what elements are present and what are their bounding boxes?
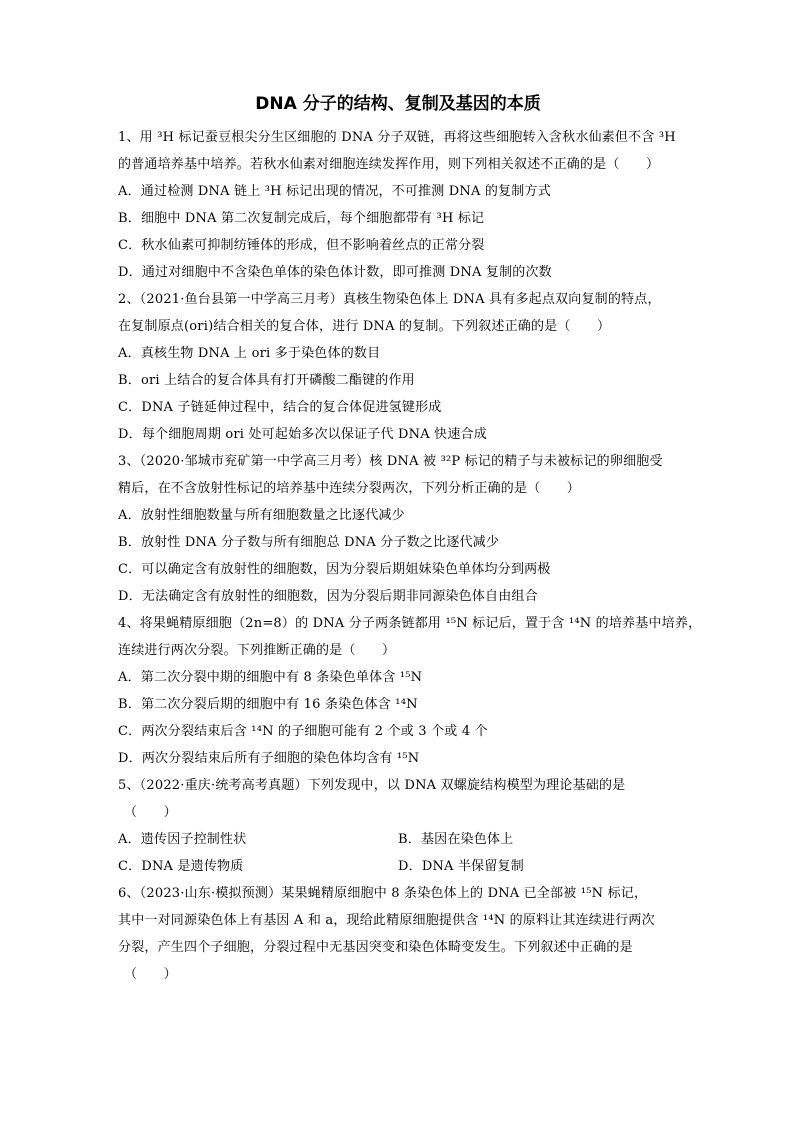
option-d: D．DNA 半保留复制	[398, 859, 524, 874]
question-5	[118, 772, 678, 880]
option-c: C．可以确定含有放射性的细胞数，因为分裂后期姐妹染色单体均分到两极	[118, 562, 551, 577]
question-stem-line: 的普通培养基中培养。若秋水仙素对细胞连续发挥作用，则下列相关叙述不正确的是（ ）	[118, 157, 660, 172]
option-c: C．秋水仙素可抑制纺锤体的形成，但不影响着丝点的正常分裂	[118, 238, 485, 253]
question-stem-line: 在复制原点(ori)结合相关的复合体，进行 DNA 的复制。下列叙述正确的是（ ）	[118, 319, 611, 334]
question-stem-line: 1、用 ³H 标记蚕豆根尖分生区细胞的 DNA 分子双链，再将这些细胞转入含秋水仙素但不含 ³H	[118, 130, 676, 145]
option-b: B．细胞中 DNA 第二次复制完成后，每个细胞都带有 ³H 标记	[118, 211, 485, 226]
question-3	[118, 448, 678, 610]
option-b: B．基因在染色体上	[398, 832, 514, 847]
option-b: B．第二次分裂后期的细胞中有 16 条染色体含 ¹⁴N	[118, 697, 418, 712]
question-stem-line: 5、（2022·重庆·统考高考真题）下列发现中，以 DNA 双螺旋结构模型为理论基础的是	[118, 778, 626, 793]
option-a: A．放射性细胞数量与所有细胞数量之比逐代减少	[118, 508, 405, 523]
question-stem-line: 连续进行两次分裂。下列推断正确的是（ ）	[118, 643, 396, 658]
option-d: D．通过对细胞中不含染色单体的染色体计数，即可推测 DNA 复制的次数	[118, 265, 552, 280]
option-c: C．DNA 子链延伸过程中，结合的复合体促进氢键形成	[118, 400, 442, 415]
option-b: B．放射性 DNA 分子数与所有细胞总 DNA 分子数之比逐代减少	[118, 535, 500, 550]
question-stem-line: 4、将果蝇精原细胞（2n=8）的 DNA 分子两条链都用 ¹⁵N 标记后，置于含 ¹⁴N 的培养基中培养，	[118, 616, 702, 631]
option-d: D．两次分裂结束后所有子细胞的染色体均含有 ¹⁵N	[118, 751, 420, 766]
question-6	[118, 880, 678, 988]
question-4	[118, 610, 702, 772]
options-row	[118, 853, 678, 880]
question-stem-line: 分裂，产生四个子细胞，分裂过程中无基因突变和染色体畸变发生。下列叙述中正确的是	[118, 940, 633, 955]
question-stem-line: 其中一对同源染色体上有基因 A 和 a，现给此精原细胞提供含 ¹⁴N 的原料让其连续进行两次	[118, 913, 655, 928]
option-d: D．无法确定含有放射性的细胞数，因为分裂后期非同源染色体自由组合	[118, 589, 538, 604]
document-title: DNA 分子的结构、复制及基因的本质	[255, 94, 541, 114]
option-a: A．第二次分裂中期的细胞中有 8 条染色单体含 ¹⁵N	[118, 670, 423, 685]
question-stem-line: （ ）	[124, 805, 177, 820]
document-page	[118, 92, 702, 988]
question-1	[118, 124, 678, 286]
question-stem-line: （ ）	[124, 967, 177, 982]
question-stem-line: 3、（2020·邹城市兖矿第一中学高三月考）核 DNA 被 ³²P 标记的精子与未被标记的卵细胞受	[118, 454, 663, 469]
option-c: C．DNA 是遗传物质	[118, 859, 244, 874]
question-stem-line: 精后，在不含放射性标记的培养基中连续分裂两次，下列分析正确的是（ ）	[118, 481, 581, 496]
options-row	[118, 826, 678, 853]
option-a: A．真核生物 DNA 上 ori 多于染色体的数目	[118, 346, 381, 361]
option-d: D．每个细胞周期 ori 处可起始多次以保证子代 DNA 快速合成	[118, 427, 487, 442]
option-c: C．两次分裂结束后含 ¹⁴N 的子细胞可能有 2 个或 3 个或 4 个	[118, 724, 488, 739]
question-stem-line: 2、（2021·鱼台县第一中学高三月考）真核生物染色体上 DNA 具有多起点双向复制的特点，	[118, 292, 661, 307]
option-a: A．遗传因子控制性状	[118, 832, 247, 847]
option-b: B．ori 上结合的复合体具有打开磷酸二酯键的作用	[118, 373, 415, 388]
question-2	[118, 286, 678, 448]
option-a: A．通过检测 DNA 链上 ³H 标记出现的情况，不可推测 DNA 的复制方式	[118, 184, 551, 199]
question-stem-line: 6、（2023·山东·模拟预测）某果蝇精原细胞中 8 条染色体上的 DNA 已全部被 ¹⁵N 标记，	[118, 886, 648, 901]
